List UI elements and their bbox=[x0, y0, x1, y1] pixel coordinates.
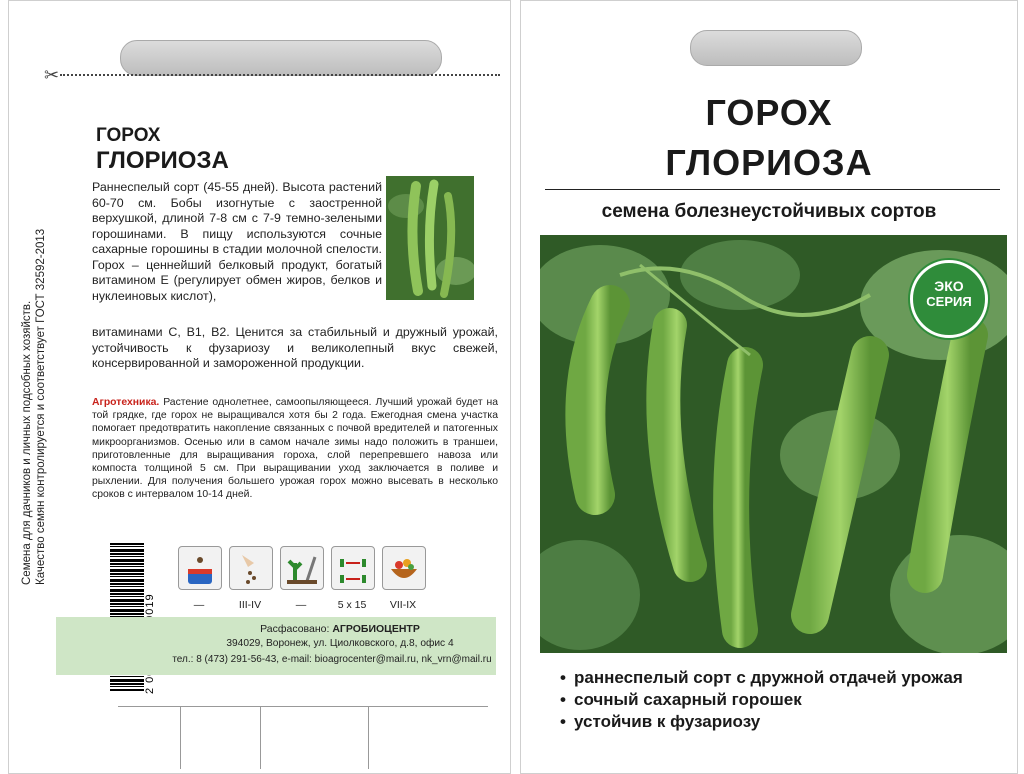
harvest-label: VII-IX bbox=[389, 599, 417, 611]
hang-hole bbox=[120, 40, 442, 76]
table-divider bbox=[260, 707, 261, 769]
planting-icon bbox=[280, 546, 324, 590]
scissors-icon: ✂ bbox=[44, 65, 60, 85]
lot-table bbox=[118, 706, 488, 769]
cut-line bbox=[60, 74, 500, 76]
description-top: Раннеспелый сорт (45-55 дней). Высота растений 60-70 см. Бобы изогнутые с заостренной верхушкой, длиной 7-8 см с 7-9 темно-зелеными горошинами. В пищу используются сочные сахарные горошины в стадии молочной спелости. Горох – ценнейший белковый продукт, богатый витамином E (регулирует обмен жиров, белков и нуклеиновых кислот), bbox=[92, 180, 382, 303]
feature-item: • устойчив к фузариозу bbox=[560, 711, 963, 733]
harvest-icon bbox=[382, 546, 426, 590]
vertical-certification-text bbox=[20, 229, 48, 585]
front-title-crop: ГОРОХ bbox=[705, 92, 833, 133]
feature-item: • раннеспелый сорт с дружной отдачей урожая bbox=[560, 667, 963, 689]
pea-thumbnail bbox=[386, 176, 474, 300]
back-title-variety: ГЛОРИОЗА bbox=[96, 147, 229, 174]
eco-series-badge bbox=[910, 260, 988, 338]
feature-list bbox=[560, 667, 963, 733]
sowing-icon bbox=[229, 546, 273, 590]
spacing-label: 5 х 15 bbox=[337, 599, 367, 611]
planting-label: — bbox=[295, 599, 307, 611]
soaking-icon bbox=[178, 546, 222, 590]
table-divider bbox=[368, 707, 369, 769]
front-subtitle: семена болезнеустойчивых сортов bbox=[601, 201, 937, 222]
eco-badge-line-1: ЭКО bbox=[934, 278, 964, 294]
packer-address: 394029, Воронеж, ул. Циолковского, д.8, офис 4 bbox=[226, 638, 454, 649]
vertical-text-line-1: Семена для дачников и личных подсобных хозяйств. bbox=[21, 300, 33, 585]
vertical-text-line-2: Качество семян контролируется и соответствует ГОСТ 32592-2013 bbox=[35, 228, 47, 585]
agrotechnics-label: Агротехника. bbox=[92, 397, 160, 408]
spacing-icon bbox=[331, 546, 375, 590]
feature-item: • сочный сахарный горошек bbox=[560, 689, 963, 711]
front-title-variety: ГЛОРИОЗА bbox=[665, 142, 873, 183]
agrotechnics-body: Растение однолетнее, самоопыляющееся. Лучший урожай будет на той грядке, где горох не выращивался хотя бы 2 года. Ежегодная смена участка помогает предотвратить накопление связанных с почвой вредителей и патогенных микроорганизмов. Осенью или в самом начале зимы надо положить в траншеи, приготовленные для выращивания гороха, слой перепревшего навоза или компоста толщиной 5 см. При выращивании уход заключается в поливе и рыхлении. Для получения большего урожая горох можно высевать в несколько сроков с интервалом 10-14 дней. bbox=[92, 397, 498, 501]
packer-line bbox=[180, 623, 500, 635]
packer-name: АГРОБИОЦЕНТР bbox=[332, 623, 420, 635]
back-title-crop: ГОРОХ bbox=[96, 125, 161, 146]
description-bottom: витаминами C, B1, B2. Ценится за стабильный и дружный урожай, устойчивость к фузариозу и великолепный вкус свежей, консервированной и замороженной продукции. bbox=[92, 325, 498, 370]
packer-contact: тел.: 8 (473) 291-56-43, e-mail: bioagrocenter@mail.ru, nk_vrn@mail.ru bbox=[172, 654, 492, 665]
soaking-label: — bbox=[193, 599, 205, 611]
packer-label: Расфасовано: bbox=[260, 623, 330, 635]
sowing-label: III-IV bbox=[238, 599, 262, 611]
eco-badge-line-2: СЕРИЯ bbox=[926, 294, 972, 309]
agrotechnics-text bbox=[92, 396, 498, 502]
title-rule bbox=[545, 189, 1000, 190]
hang-hole bbox=[690, 30, 862, 66]
table-divider bbox=[180, 707, 181, 769]
